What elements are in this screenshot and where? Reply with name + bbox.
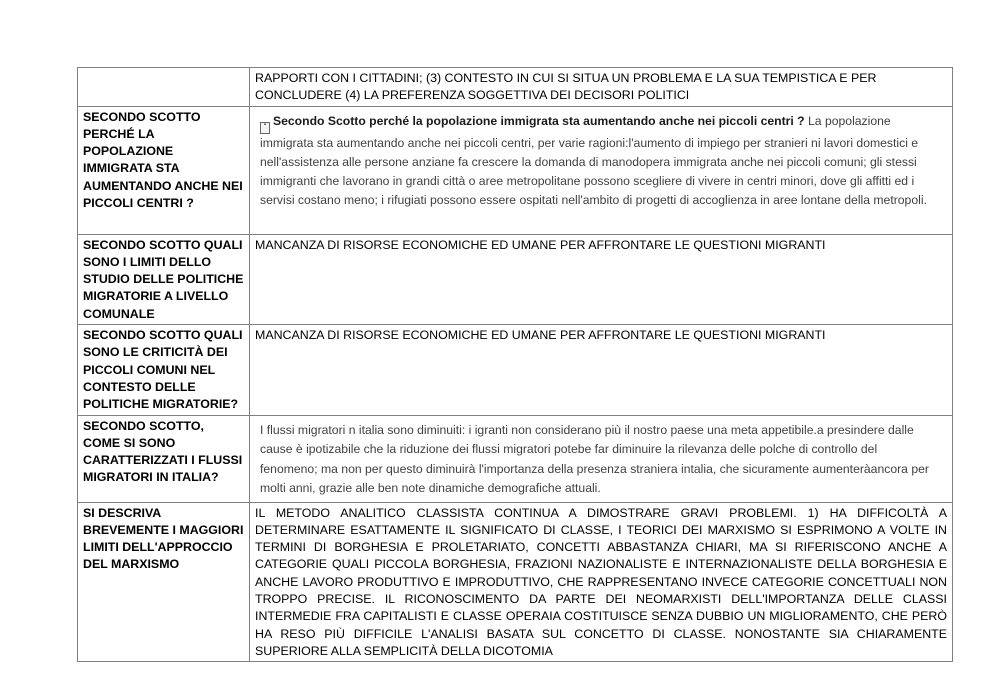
answer-lead: Secondo Scotto perché la popolazione immigrata sta aumentando anche nei piccoli centri ? [273, 113, 805, 128]
answer-cell: RAPPORTI CON I CITTADINI; (3) CONTESTO IN CUI SI SITUA UN PROBLEMA E LA SUA TEMPISTICA E PER CONCLUDERE (4) LA PREFERENZA SOGGETTIVA DEI DECISORI POLITICI [250, 68, 953, 107]
question-cell: SECONDO SCOTTO PERCHÉ LA POPOLAZIONE IMMIGRATA STA AUMENTANDO ANCHE NEI PICCOLI CENTRI ? [78, 106, 250, 234]
question-cell [78, 68, 250, 107]
table-row [78, 68, 953, 107]
answer-cell: MANCANZA DI RISORSE ECONOMICHE ED UMANE PER AFFRONTARE LE QUESTIONI MIGRANTI [250, 325, 953, 415]
table-row [78, 502, 953, 662]
answer-cell: IL METODO ANALITICO CLASSISTA CONTINUA A DIMOSTRARE GRAVI PROBLEMI. 1) HA DIFFICOLTÀ A DETERMINARE ESATTAMENTE IL SIGNIFICATO DI CLASSE, I TEORICI DEI MARXISMO SI ESPRIMONO A VOLTE IN TERMINI DI BORGHESIA E PROLETARIATO, CONCETTI ABBASTANZA CHIARI, MA SI RIFERISCONO ANCHE A CATEGORIE QUALI PICCOLA BORGHESIA, FRAZIONI NAZIONALISTE E INTERNAZIONALISTE DELLA BORGHESIA E ANCHE LAVORO PRODUTTIVO E IMPRODUTTIVO, CHE RAPPRESENTANO INVECE CATEGORIE CONCETTUALI NON TROPPO PRECISE. IL RICONOSCIMENTO DA PARTE DEI NEOMARXISTI DELL'IMPORTANZA DELLE CLASSI INTERMEDIE FRA CAPITALISTI E CLASSE OPERAIA COSTITUISCE SENZA DUBBIO UN MIGLIORAMENTO, CHE PERÒ HA RESO PIÙ DIFFICILE L'ANALISI BASATA SUL CONCETTO DI CLASSE. NONOSTANTE SIA CHIARAMENTE SUPERIORE ALLA SEMPLICITÀ DELLA DICOTOMIA [250, 502, 953, 662]
pasted-answer-block: I flussi migratori n italia sono diminuiti: i igranti non considerano più il nostro paese una meta appetibile.a presindere dalle cause è ipotizabile che la riduzione dei flussi migratori potebe far diminuire la rilevanza delle polche di controllo del fenomeno; ma non per questo diminuirà l'importanza della presenza straniera intalia, che sicuramente aumenteràancora per molti anni, grazie alle ben note dinamiche demografiche attuali. [260, 422, 929, 496]
answer-cell [250, 415, 953, 502]
table-row [78, 325, 953, 415]
question-cell: SECONDO SCOTTO, COME SI SONO CARATTERIZZATI I FLUSSI MIGRATORI IN ITALIA? [78, 415, 250, 502]
table-row [78, 106, 953, 234]
qa-table [77, 67, 953, 662]
pasted-image-icon: ▪ [260, 122, 270, 134]
answer-cell: MANCANZA DI RISORSE ECONOMICHE ED UMANE PER AFFRONTARE LE QUESTIONI MIGRANTI [250, 234, 953, 324]
question-cell: SI DESCRIVA BREVEMENTE I MAGGIORI LIMITI DELL'APPROCCIO DEL MARXISMO [78, 502, 250, 662]
question-cell: SECONDO SCOTTO QUALI SONO LE CRITICITÀ DEI PICCOLI COMUNI NEL CONTESTO DELLE POLITICHE MIGRATORIE? [78, 325, 250, 415]
pasted-answer-block [260, 112, 942, 210]
answer-cell [250, 106, 953, 234]
question-cell: SECONDO SCOTTO QUALI SONO I LIMITI DELLO STUDIO DELLE POLITICHE MIGRATORIE A LIVELLO COMUNALE [78, 234, 250, 324]
answer-text: La popolazione immigrata sta aumentando anche nei piccoli centri, per varie ragioni:l'aumento di impiego per stranieri ni lavori domestici e nell'assistenza alle persone anziane fa crescere la domanda di manodopera immigrata anche nei piccoli comuni; gli stessi immigranti che lavorano in grandi città o aree metropolitane possono scegliere di vivere in centri minori, dove gli affitti ed i servisi costano meno; i rifugiati possono essere ospitati nell'ambito di progetti di accoglienza in aree lontane della metropoli. [260, 113, 927, 207]
table-row [78, 415, 953, 502]
table-row [78, 234, 953, 324]
